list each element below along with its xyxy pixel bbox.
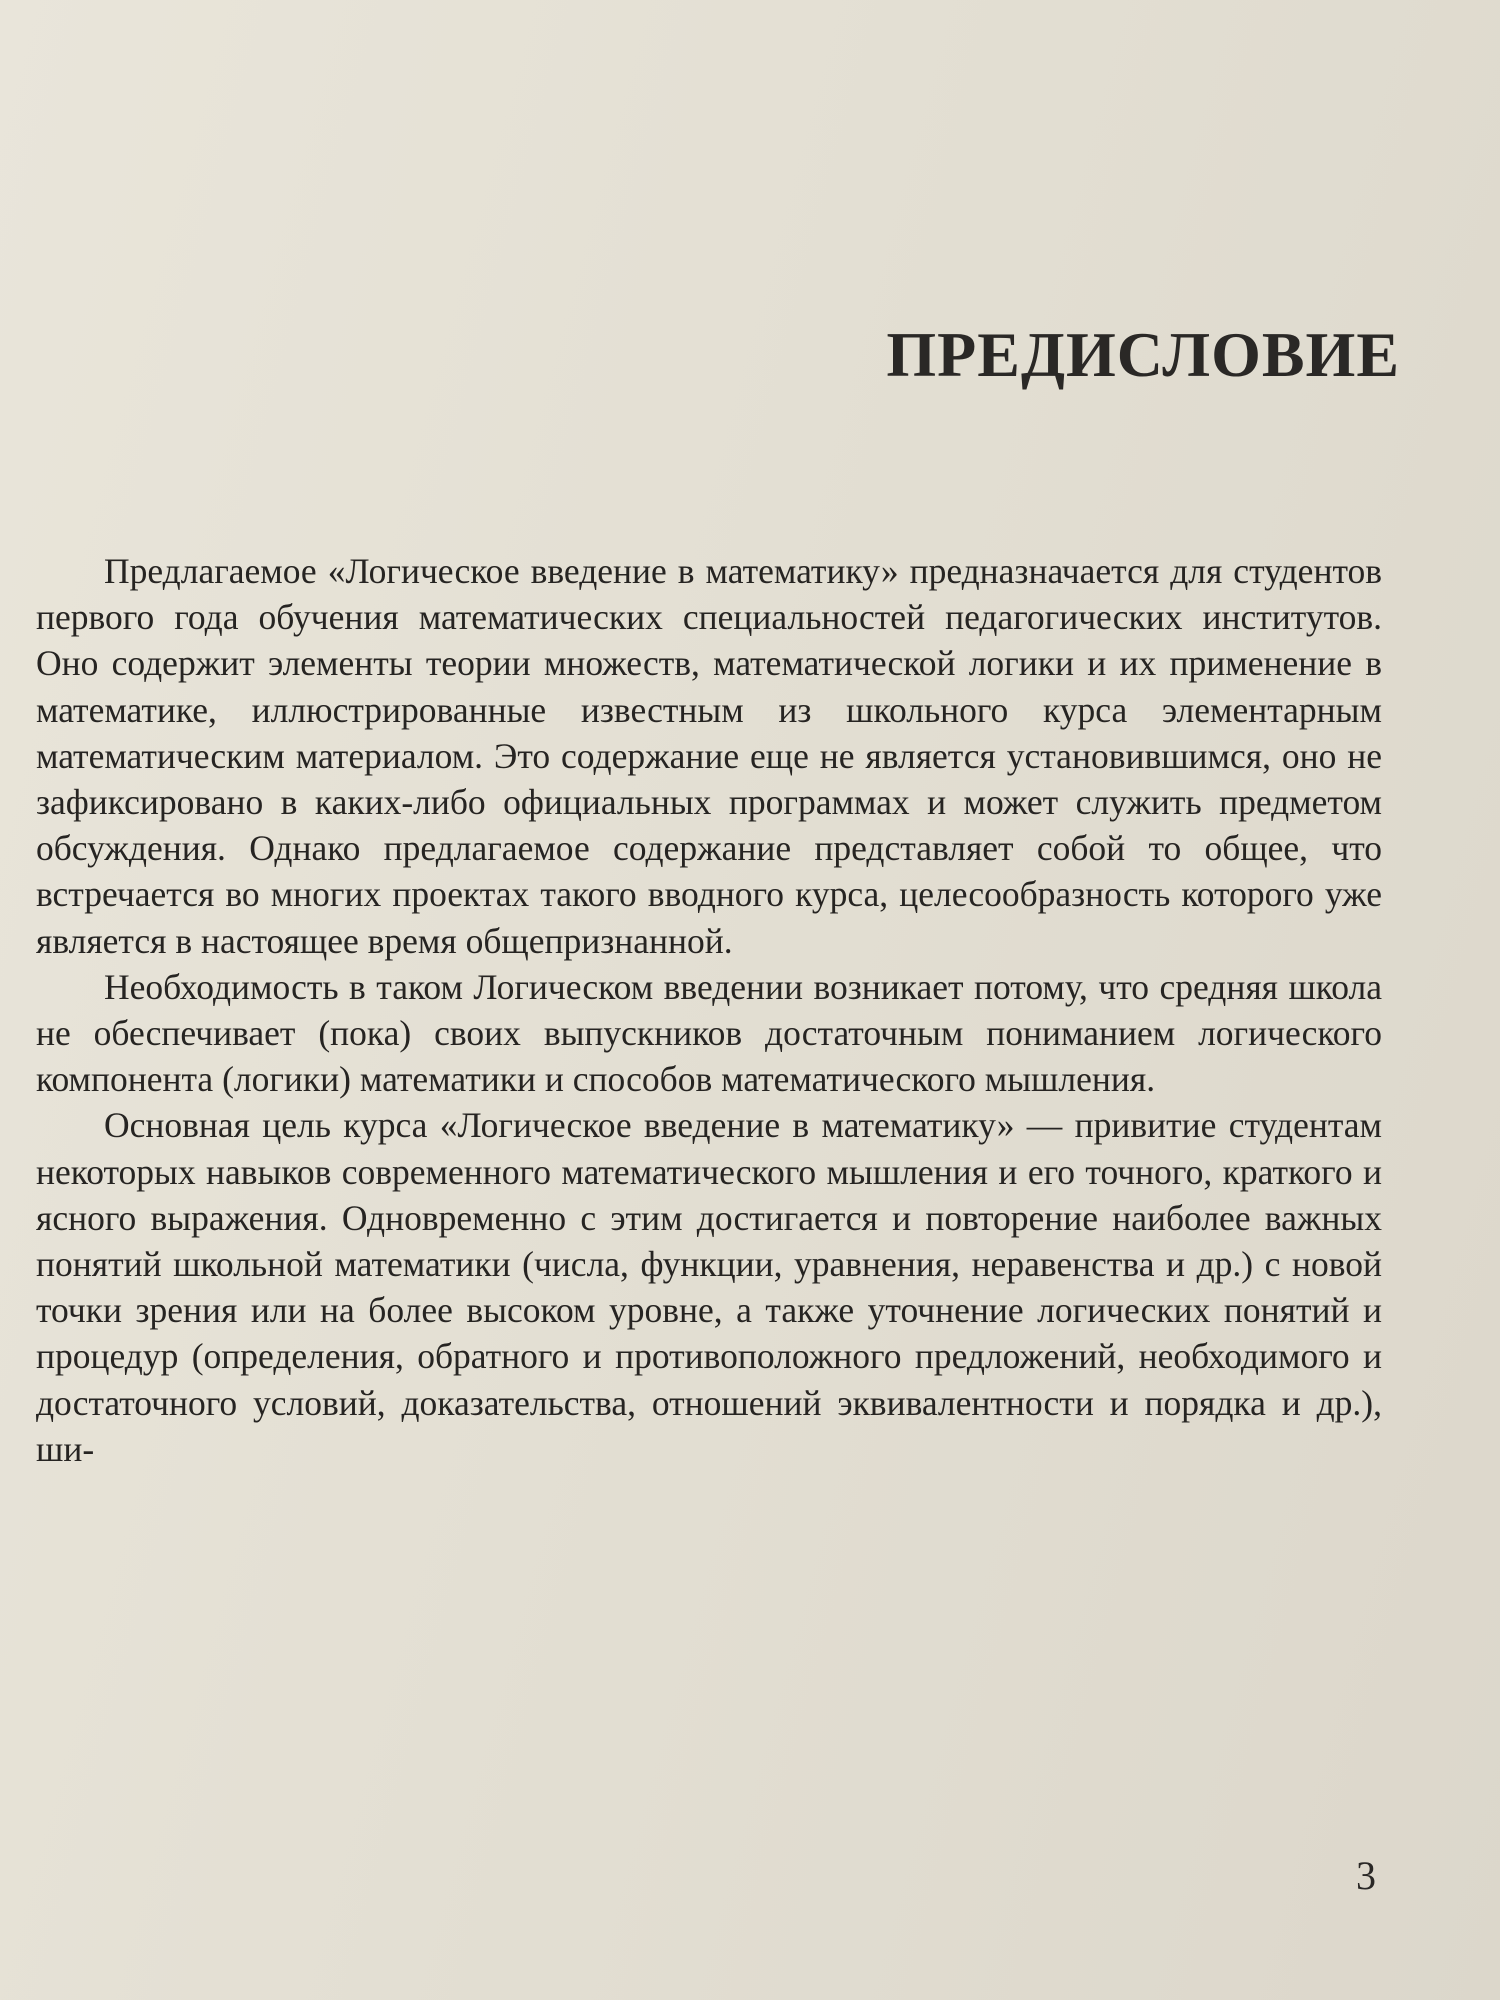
paragraph-2: Необходимость в таком Логическом введении возникает потому, что средняя школа не обеспечивает (пока) своих выпускников достаточным пониманием логического компонента (логики) математики и способов математического мышления. xyxy=(36,966,1382,1100)
page-title: ПРЕДИСЛОВИЕ xyxy=(886,319,1400,390)
paragraph-3: Основная цель курса «Логическое введение в математику» — привитие студентам некоторых навыков современного математического мышления и его точного, краткого и ясного выражения. Одновременно с этим достигается и повторение наиболее важных понятий школьной математики (числа, функции, уравнения, неравенства и др.) с новой точки зрения или на более высоком уровне, а также уточнение логических понятий и процедур (определения, обратного и противоположного предложений, необходимого и достаточного условий, доказательства, отношений эквивалентности и порядка и др.), ши- xyxy=(36,1105,1382,1469)
preface-body xyxy=(36,548,1382,1472)
page-number: 3 xyxy=(1356,1853,1376,1898)
paragraph-1: Предлагаемое «Логическое введение в математику» предназначается для студентов первого года обучения математических специальностей педагогических институтов. Оно содержит элементы теории множеств, математической логики и их применение в математике, иллюстрированные известным из школьного курса элементарным математическим материалом. Это содержание еще не является установившимся, оно не зафиксировано в каких-либо официальных программах и может служить предметом обсуждения. Однако предлагаемое содержание представляет собой то общее, что встречается во многих проектах такого вводного курса, целесообразность которого уже является в настоящее время общепризнанной. xyxy=(36,551,1382,961)
